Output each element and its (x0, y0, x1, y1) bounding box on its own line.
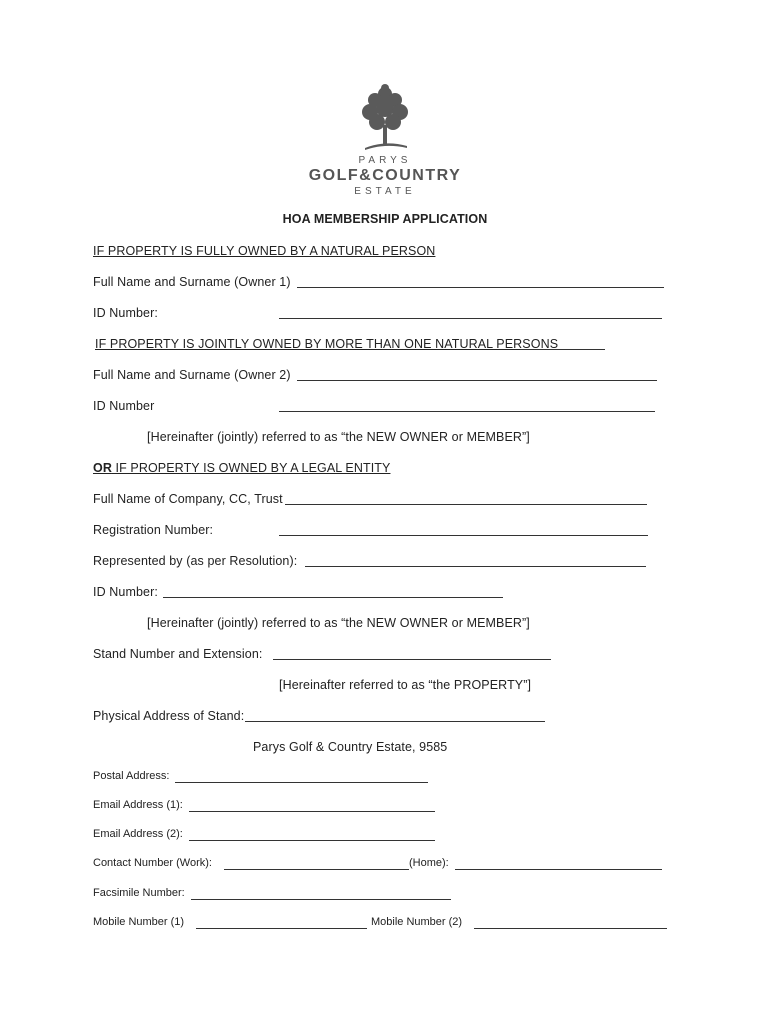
owner1-name-field[interactable] (297, 287, 664, 288)
physical-address-field[interactable] (245, 721, 545, 722)
mobile1-label: Mobile Number (1) (93, 916, 185, 928)
stand-number-label: Stand Number and Extension: (93, 647, 263, 661)
work-number-label: Contact Number (Work): (93, 857, 212, 869)
fax-number-field[interactable] (191, 899, 451, 900)
mobile2-field[interactable] (474, 928, 667, 929)
page-title: HOA MEMBERSHIP APPLICATION (282, 212, 488, 226)
work-number-field[interactable] (224, 869, 409, 870)
postal-address-label: Postal Address: (93, 770, 170, 782)
section3-heading (93, 461, 390, 475)
owner2-id-label: ID Number (93, 399, 155, 413)
email1-field[interactable] (189, 811, 435, 812)
email1-label: Email Address (1): (93, 799, 183, 811)
section2-heading: IF PROPERTY IS JOINTLY OWNED BY MORE THAN ONE NATURAL PERSONS (95, 337, 559, 351)
logo-golf-country-text: GOLF&COUNTRY (308, 167, 462, 184)
company-name-field[interactable] (285, 504, 647, 505)
mobile2-label: Mobile Number (2) (371, 916, 463, 928)
email2-field[interactable] (189, 840, 435, 841)
section2-heading-underline (520, 349, 605, 350)
entity-id-label: ID Number: (93, 585, 158, 599)
tree-icon (355, 80, 415, 155)
section3-heading-text: IF PROPERTY IS OWNED BY A LEGAL ENTITY (111, 461, 391, 475)
postal-address-field[interactable] (175, 782, 428, 783)
owner1-id-field[interactable] (279, 318, 662, 319)
stand-number-field[interactable] (273, 659, 551, 660)
owner-note: [Hereinafter (jointly) referred to as “the NEW OWNER or MEMBER”] (147, 430, 530, 444)
logo-parys-text: PARYS (358, 155, 412, 166)
registration-label: Registration Number: (93, 523, 214, 537)
physical-address-label: Physical Address of Stand: (93, 709, 245, 723)
property-note: [Hereinafter referred to as “the PROPERTY”] (279, 678, 532, 692)
owner2-id-field[interactable] (279, 411, 655, 412)
home-number-label: (Home): (409, 857, 449, 869)
home-number-field[interactable] (455, 869, 662, 870)
section1-heading: IF PROPERTY IS FULLY OWNED BY A NATURAL PERSON (93, 244, 436, 258)
fax-number-label: Facsimile Number: (93, 887, 185, 899)
represented-by-field[interactable] (305, 566, 646, 567)
email2-label: Email Address (2): (93, 828, 183, 840)
owner1-name-label: Full Name and Surname (Owner 1) (93, 275, 291, 289)
logo-estate-text: ESTATE (354, 186, 416, 197)
estate-address-line: Parys Golf & Country Estate, 9585 (253, 740, 448, 754)
entity-id-field[interactable] (163, 597, 503, 598)
company-name-label: Full Name of Company, CC, Trust (93, 492, 283, 506)
owner2-name-field[interactable] (297, 380, 657, 381)
registration-field[interactable] (279, 535, 648, 536)
represented-by-label: Represented by (as per Resolution): (93, 554, 298, 568)
owner1-id-label: ID Number: (93, 306, 158, 320)
estate-logo (300, 80, 470, 205)
mobile1-field[interactable] (196, 928, 367, 929)
owner2-name-label: Full Name and Surname (Owner 2) (93, 368, 291, 382)
or-label: OR (93, 461, 112, 475)
entity-note: [Hereinafter (jointly) referred to as “the NEW OWNER or MEMBER”] (147, 616, 530, 630)
